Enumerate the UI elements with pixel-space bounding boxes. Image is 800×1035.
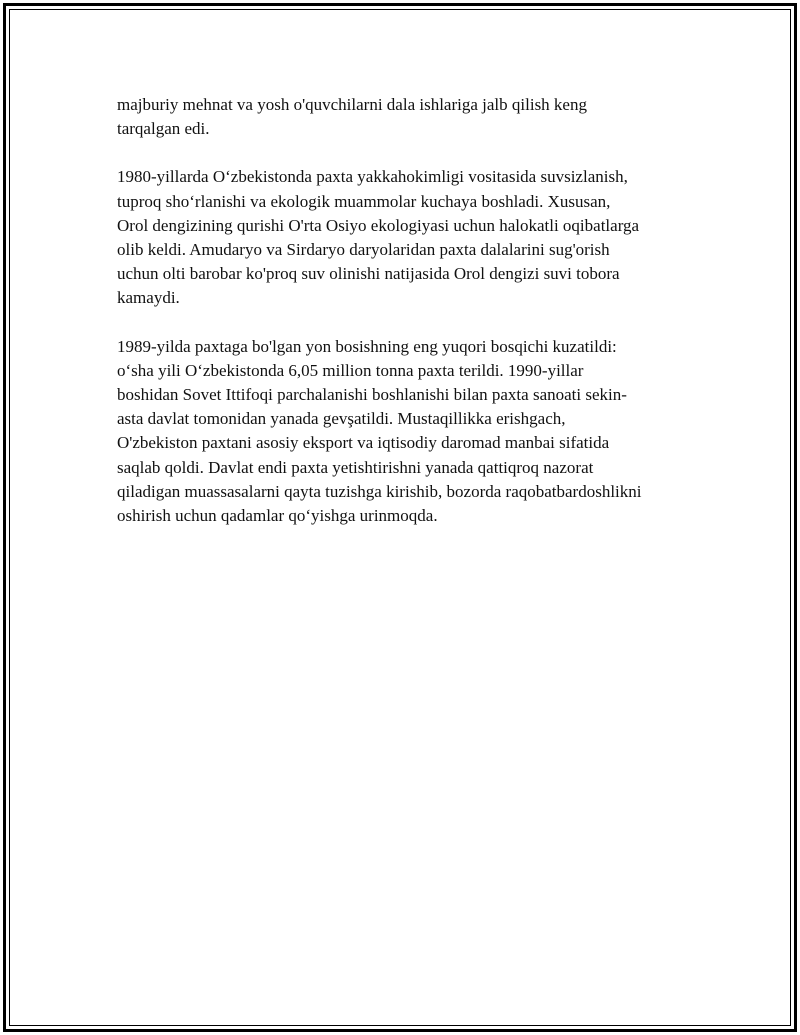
text-line: o‘sha yili O‘zbekistonda 6,05 million tonna paxta terildi. 1990-yillar [117, 360, 584, 380]
text-line: qiladigan muassasalarni qayta tuzishga kirishib, bozorda raqobatbardoshlikni [117, 481, 642, 501]
paragraph-3 [117, 335, 697, 529]
text-line: majburiy mehnat va yosh o'quvchilarni dala ishlariga jalb qilish keng [117, 95, 587, 114]
paragraph-2 [117, 165, 697, 310]
text-line: tuproq sho‘rlanishi va ekologik muammolar kuchaya boshladi. Xususan, [117, 191, 611, 211]
text-line: oshirish uchun qadamlar qo‘yishga urinmoqda. [117, 506, 438, 526]
text-line: tarqalgan edi. [117, 119, 210, 139]
text-line: kamaydi. [117, 288, 180, 308]
text-line: asta davlat tomonidan yanada gevşatildi. Mustaqillikka erishgach, [117, 409, 566, 429]
text-line: Orol dengizining qurishi O'rta Osiyo ekologiyasi uchun halokatli oqibatlarga [117, 215, 640, 235]
paragraph-1 [117, 93, 697, 141]
text-line: O'zbekiston paxtani asosiy eksport va iqtisodiy daromad manbai sifatida [117, 433, 610, 453]
text-line: olib keldi. Amudaryo va Sirdaryo daryolaridan paxta dalalarini sug'orish [117, 240, 610, 260]
text-line: uchun olti barobar ko'proq suv olinishi natijasida Orol dengizi suvi tobora [117, 264, 620, 284]
text-line: 1989-yilda paxtaga bo'lgan yon bosishning eng yuqori bosqichi kuzatildi: [117, 336, 617, 356]
text-line: saqlab qoldi. Davlat endi paxta yetishtirishni yanada qattiqroq nazorat [117, 457, 594, 477]
document-body [117, 93, 697, 552]
text-line: 1980-yillarda O‘zbekistonda paxta yakkahokimligi vositasida suvsizlanish, [117, 167, 628, 187]
text-line: boshidan Sovet Ittifoqi parchalanishi boshlanishi bilan paxta sanoati sekin- [117, 385, 627, 405]
